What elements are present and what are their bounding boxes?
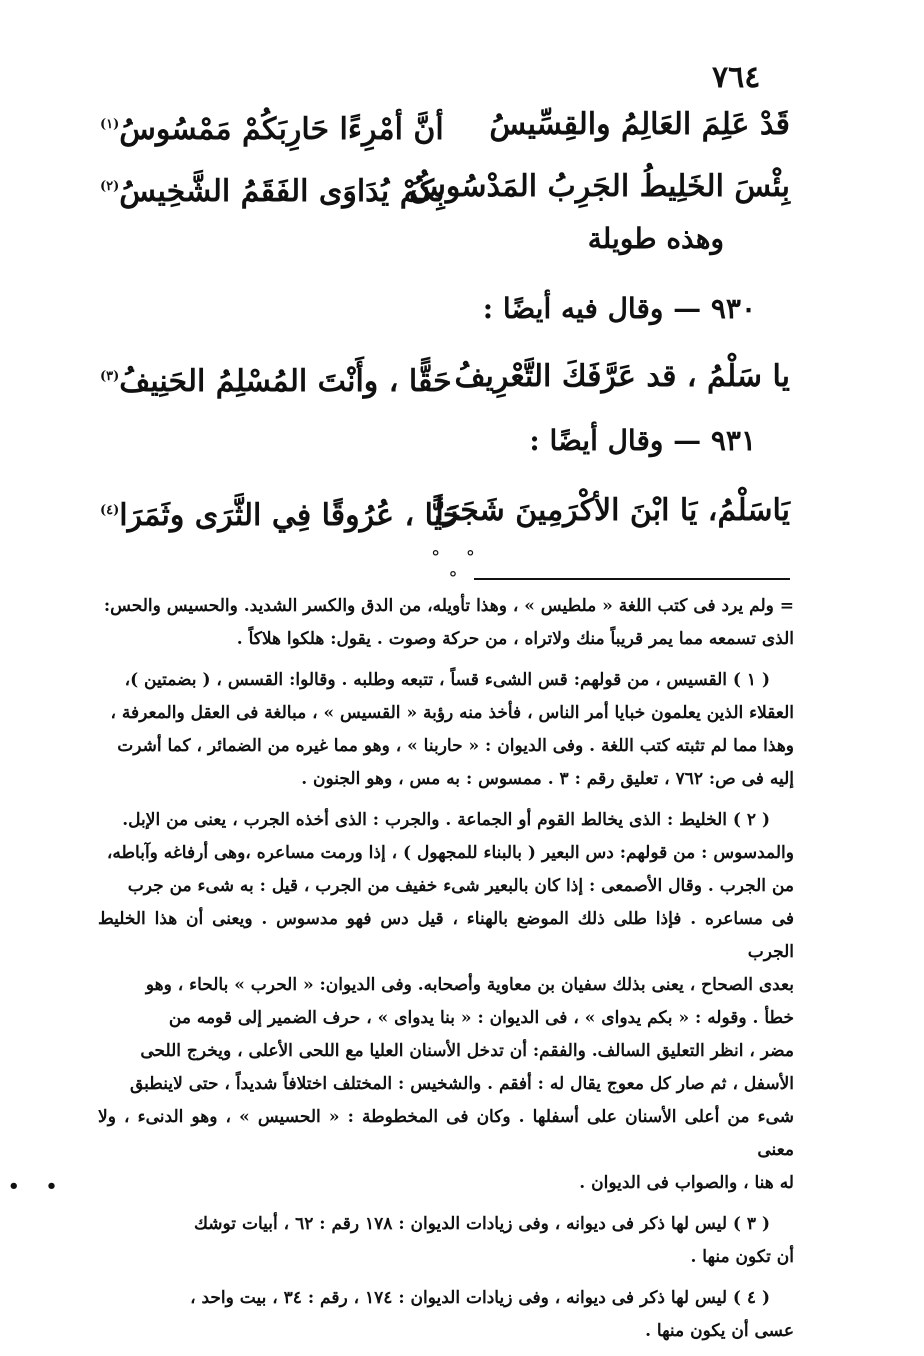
footnote-marker-2: (٢) xyxy=(100,179,120,194)
footnote-4 xyxy=(98,1282,794,1348)
verse-2-second-hemistich: بِكُمْ يُدَاوَى الفَقَمُ الشَّخِيسُ xyxy=(119,174,445,209)
footnote-line: بعدى الصحاح ، يعنى بذلك سفيان بن معاوية وأصحابه. وفى الديوان: « الحرب » بالحاء ، وهو xyxy=(145,975,794,995)
footnote-2 xyxy=(98,804,794,1200)
footnote-line: العقلاء الذين يعلمون خبايا أمر الناس ، فأخذ منه رؤبة « القسيس » ، مبالغة فى العقل والمعرفة ، xyxy=(110,703,794,723)
verse-931 xyxy=(100,484,790,538)
verse-1-second-hemistich: أنَّ أمْرِءًا حَارِبَكُمْ مَمْسُوسُ xyxy=(119,112,444,147)
footnote-line: شىء من أعلى الأسنان على أسفلها . وكان فى المخطوطة : « الحسيس » ، وهو الدنىء ، ولا معنى xyxy=(98,1107,794,1160)
footnote-line: = ولم يرد فى كتب اللغة « ملطيس » ، وهذا تأويله، من الدق والكسر الشديد. والحسيس والحس: xyxy=(103,596,794,616)
verse-931-first-hemistich: يَاسَلْمُ، يَا ابْنَ الأكْرَمِينَ شَجَرَا xyxy=(435,493,790,528)
footnote-line: إليه فى ص: ٧٦٢ ، تعليق رقم : ٣ . ممسوس : به مس ، وهو الجنون . xyxy=(301,769,794,789)
verse-2-second-hemistich-wrap xyxy=(100,160,445,219)
footnote-continuation xyxy=(98,590,794,656)
footnote-line: ( ٤ ) ليس لها ذكر فى ديوانه ، وفى زيادات الديوان : ١٧٤ ، رقم : ٣٤ ، بيت واحد ، xyxy=(190,1288,770,1308)
footnote-divider xyxy=(474,578,790,580)
footnote-marker-1: (١) xyxy=(100,117,120,132)
verse-931-second-hemistich: حَيًّا ، عُرُوقًا فِي الثَّرَى وثَمَرَا xyxy=(119,498,462,533)
page-number: ٧٦٤ xyxy=(712,60,761,95)
footnote-3 xyxy=(98,1208,794,1274)
verse-930 xyxy=(100,350,790,404)
verse-930-second-hemistich: حَقًّا ، وأَنْتَ المُسْلِمُ الحَنِيفُ xyxy=(119,364,452,399)
verse-2-first-hemistich: بِئْسَ الخَلِيطُ الجَرِبُ المَدْسُوسُ xyxy=(409,169,790,204)
footnote-line: فى مساعره . فإذا طلى ذلك الموضع بالهناء ، قيل دس فهو مدسوس . ويعنى أن هذا الخليط الجرب xyxy=(98,909,794,962)
verse-930-first-hemistich: يا سَلْمُ ، قد عَرَّفَكَ التَّعْرِيفُ xyxy=(454,359,790,394)
footnote-line: مضر ، انظر التعليق السالف. والفقم: أن تدخل الأسنان العليا مع اللحى الأعلى ، ويخرج اللحى xyxy=(140,1041,794,1061)
footnote-1 xyxy=(98,664,794,796)
verse-line-1 xyxy=(100,98,790,152)
verse-length-note: وهذه طويلة xyxy=(587,222,724,255)
footnote-line: الأسفل ، ثم صار كل معوج يقال له : أفقم . والشخيس : المختلف اختلافاً شديداً ، حتى لاينطبق xyxy=(129,1074,794,1094)
poem-931-heading: ٩٣١ — وقال أيضًا : xyxy=(529,424,756,457)
margin-mark: • • xyxy=(8,1176,68,1197)
footnotes xyxy=(98,590,794,1356)
footnote-line: وهذا مما لم تثبته كتب اللغة . وفى الديوان : « حاربنا » ، وهو مما غيره من الضمائر ، كما أشرت xyxy=(117,736,794,756)
footnote-line: خطأ . وقوله : « بكم يدواى » ، فى الديوان : « بنا يدواى » ، حرف الضمير إلى قومه من xyxy=(168,1008,794,1028)
verse-line-2 xyxy=(100,160,790,214)
footnote-line: ( ٣ ) ليس لها ذكر فى ديوانه ، وفى زيادات الديوان : ١٧٨ رقم : ٦٢ ، أبيات توشك xyxy=(193,1214,770,1234)
footnote-marker-3: (٣) xyxy=(100,369,120,384)
footnote-line: والمدسوس : من قولهم: دس البعير ( بالبناء للمجهول ) ، إذا ورمت مساعره ،وهى أرفاغه وآباطه، xyxy=(106,843,794,863)
footnote-marker-4: (٤) xyxy=(100,503,120,518)
footnote-line: الذى تسمعه مما يمر قريباً منك ولاتراه ، من حركة وصوت . يقول: هلكوا هلاكاً . xyxy=(236,629,794,649)
section-end-mark: ° ° ° xyxy=(431,547,485,589)
footnote-line: ( ١ ) القسيس ، من قولهم: قس الشىء قساً ، تتبعه وطلبه . وقالوا: القسس ، ( بضمتين )، xyxy=(124,670,770,690)
verse-1-second-hemistich-wrap xyxy=(100,98,444,157)
footnote-line: أن تكون منها . xyxy=(690,1247,794,1267)
verse-931-second-hemistich-wrap xyxy=(100,484,461,543)
poem-930-heading: ٩٣٠ — وقال فيه أيضًا : xyxy=(482,292,756,325)
footnote-line: عسى أن يكون منها . xyxy=(645,1321,794,1341)
footnote-line: له هنا ، والصواب فى الديوان . xyxy=(579,1173,794,1193)
verse-930-second-hemistich-wrap xyxy=(100,350,452,409)
verse-1-first-hemistich: قَدْ عَلِمَ العَالِمُ والقِسِّيسُ xyxy=(489,107,790,142)
footnote-line: ( ٢ ) الخليط : الذى يخالط القوم أو الجماعة . والجرب : الذى أخذه الجرب ، يعنى من الإبل. xyxy=(122,810,770,830)
footnote-line: من الجرب . وقال الأصمعى : إذا كان بالبعير شىء خفيف من الجرب ، قيل : به شىء من جرب xyxy=(127,876,794,896)
